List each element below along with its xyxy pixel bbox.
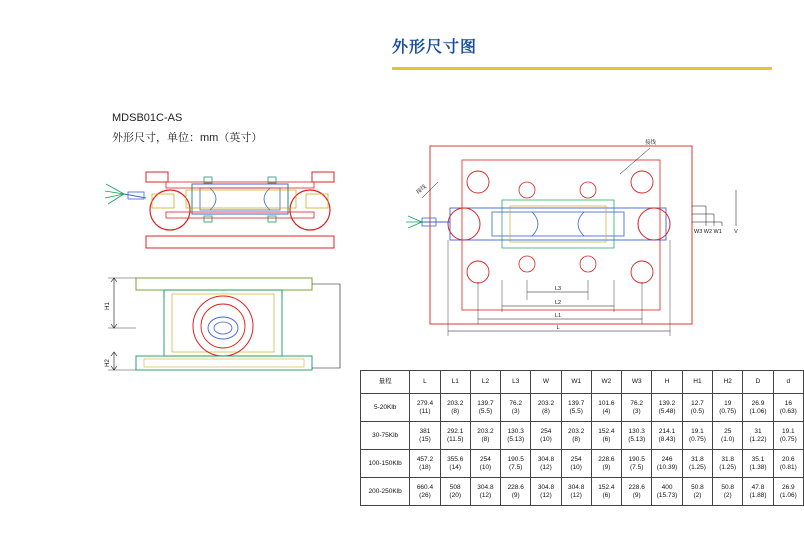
col-header-w: W	[531, 371, 561, 394]
cell-l2: 203.2 (8)	[470, 422, 500, 450]
cell-dd: 16 (0.63)	[773, 394, 803, 422]
col-header-l: L	[410, 371, 440, 394]
cell-d: 26.9 (1.06)	[743, 394, 773, 422]
col-header-l1: L1	[440, 371, 470, 394]
cell-h2: 25 (1.0)	[713, 422, 743, 450]
cell-l3: 228.6 (9)	[501, 478, 531, 506]
cell-d: 47.8 (1.88)	[743, 478, 773, 506]
model-label: MDSB01C-AS	[112, 112, 183, 124]
cell-l: 660.4 (26)	[410, 478, 440, 506]
cell-h1: 31.8 (1.25)	[682, 450, 712, 478]
table-row	[361, 394, 804, 422]
cell-w1: 304.8 (12)	[561, 478, 591, 506]
spec-table-wrap	[360, 370, 804, 506]
cell-h: 400 (15.73)	[652, 478, 682, 506]
col-header-w2: W2	[591, 371, 621, 394]
cell-l3: 76.2 (3)	[501, 394, 531, 422]
cell-w3: 130.3 (5.13)	[622, 422, 652, 450]
page-title: 外形尺寸图	[392, 39, 478, 56]
cell-w2: 152.4 (6)	[591, 422, 621, 450]
drawing-assembly-front-view	[100, 268, 360, 388]
cell-range: 200-250Klb	[361, 478, 410, 506]
cell-w: 304.8 (12)	[531, 450, 561, 478]
cell-range: 5-20Klb	[361, 394, 410, 422]
table-row	[361, 478, 804, 506]
dim-h2-label: H2	[105, 359, 111, 367]
cell-l2: 139.7 (5.5)	[470, 394, 500, 422]
cell-w1: 203.2 (8)	[561, 422, 591, 450]
cell-l3: 130.3 (5.13)	[501, 422, 531, 450]
cell-l1: 508 (20)	[440, 478, 470, 506]
cell-l2: 304.8 (12)	[470, 478, 500, 506]
col-header-l2: L2	[470, 371, 500, 394]
cell-l3: 190.5 (7.5)	[501, 450, 531, 478]
table-row	[361, 422, 804, 450]
cell-w: 304.8 (12)	[531, 478, 561, 506]
cell-w1: 254 (10)	[561, 450, 591, 478]
cell-dd: 26.9 (1.06)	[773, 478, 803, 506]
cell-range: 100-150Klb	[361, 450, 410, 478]
table-header-row	[361, 371, 804, 394]
dim-l2-label: L2	[554, 300, 562, 306]
cell-l: 381 (15)	[410, 422, 440, 450]
cell-h: 246 (10.39)	[652, 450, 682, 478]
col-header-h1: H1	[682, 371, 712, 394]
cell-dd: 19.1 (0.75)	[773, 422, 803, 450]
cell-l1: 292.1 (11.5)	[440, 422, 470, 450]
cell-w1: 139.7 (5.5)	[561, 394, 591, 422]
cell-w3: 76.2 (3)	[622, 394, 652, 422]
cell-range: 30-75Klb	[361, 422, 410, 450]
drawing-assembly-top-view	[100, 150, 380, 270]
cell-w2: 101.6 (4)	[591, 394, 621, 422]
cell-w3: 190.5 (7.5)	[622, 450, 652, 478]
cell-h1: 12.7 (0.5)	[682, 394, 712, 422]
cell-l2: 254 (10)	[470, 450, 500, 478]
col-header-l3: L3	[501, 371, 531, 394]
cell-h1: 19.1 (0.75)	[682, 422, 712, 450]
cell-d: 35.1 (1.38)	[743, 450, 773, 478]
cell-dd: 20.6 (0.81)	[773, 450, 803, 478]
lead-note-top: 接线	[645, 140, 657, 146]
cell-d: 31 (1.22)	[743, 422, 773, 450]
drawing-dimensioned-plan	[392, 130, 792, 360]
cell-l: 457.2 (18)	[410, 450, 440, 478]
table-row	[361, 450, 804, 478]
col-header-w3: W3	[622, 371, 652, 394]
cell-h: 139.2 (5.48)	[652, 394, 682, 422]
cell-h2: 19 (0.75)	[713, 394, 743, 422]
table-body	[361, 394, 804, 506]
cell-w2: 228.6 (9)	[591, 450, 621, 478]
cell-h2: 31.8 (1.25)	[713, 450, 743, 478]
col-header-h: H	[652, 371, 682, 394]
terminal-label-v: V	[734, 229, 738, 235]
col-header-d: D	[743, 371, 773, 394]
col-header-dd: d	[773, 371, 803, 394]
cell-w2: 152.4 (6)	[591, 478, 621, 506]
col-header-range: 量程	[361, 371, 410, 394]
cell-w: 203.2 (8)	[531, 394, 561, 422]
col-header-w1: W1	[561, 371, 591, 394]
unit-note: 外形尺寸，单位：mm（英寸）	[112, 132, 263, 144]
section-heading	[392, 34, 772, 70]
dim-h1-label: H1	[105, 302, 111, 310]
cell-h1: 50.8 (2)	[682, 478, 712, 506]
cell-w: 254 (10)	[531, 422, 561, 450]
cell-h2: 50.8 (2)	[713, 478, 743, 506]
cell-w3: 228.6 (9)	[622, 478, 652, 506]
cell-l1: 355.6 (14)	[440, 450, 470, 478]
cell-l1: 203.2 (8)	[440, 394, 470, 422]
col-header-h2: H2	[713, 371, 743, 394]
cell-h: 214.1 (8.43)	[652, 422, 682, 450]
cell-l: 279.4 (11)	[410, 394, 440, 422]
lead-note-left: 接线	[415, 183, 428, 196]
dim-l1-label: L1	[554, 313, 562, 319]
terminal-labels: W3 W2 W1	[694, 229, 722, 235]
dim-l3-label: L3	[554, 286, 562, 292]
spec-table	[360, 370, 804, 506]
dim-l-label: L	[556, 325, 560, 331]
heading-underline	[392, 67, 772, 70]
